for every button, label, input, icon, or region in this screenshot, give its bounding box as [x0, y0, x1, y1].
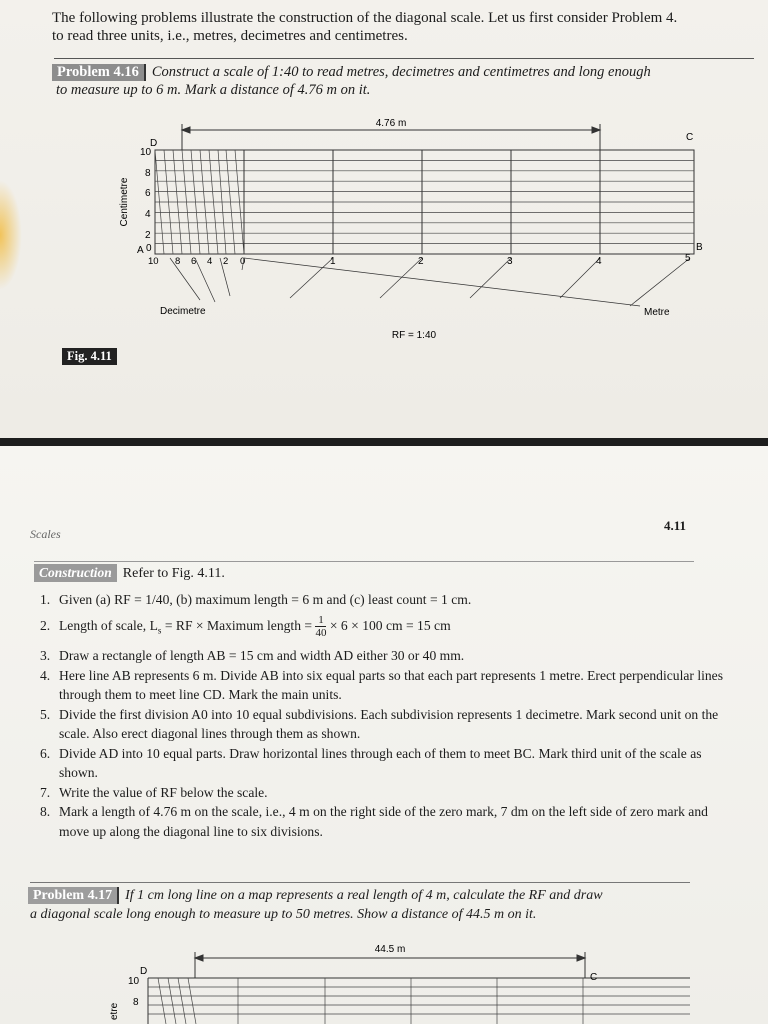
diagonal-scale-figure-2	[0, 930, 768, 1024]
fraction-1-40: $\frac{1}{40}$	[315, 613, 327, 639]
left-tick-4: 4	[145, 209, 151, 220]
problem-4-16-heading	[52, 64, 768, 81]
left-tick-6: 6	[145, 188, 151, 199]
problem-rule	[54, 58, 754, 59]
step-7: 7. Write the value of RF below the scale.	[40, 784, 268, 800]
corner-c-label: C	[686, 132, 694, 143]
corner-a-label: A	[137, 245, 144, 256]
construction-steps	[32, 590, 732, 841]
rf-label: RF = 1:40	[391, 330, 437, 341]
corner-c-label-2: C	[590, 972, 598, 983]
leader-lines	[170, 258, 690, 306]
step-3: 3. Draw a rectangle of length AB = 15 cm and width AD either 30 or 40 mm.	[40, 648, 465, 664]
decimetre-label: Decimetre	[160, 306, 206, 317]
metre-tick-2: 2	[418, 256, 424, 267]
problem-text-line-1: Construct a scale of 1:40 to read metres, decimetres and centimetres and long enough	[151, 64, 651, 80]
tick-8-2: 8	[133, 997, 139, 1008]
metre-tick-4: 4	[596, 256, 602, 267]
corner-b-label: B	[696, 242, 703, 253]
dm-tick-8: 8	[175, 256, 181, 267]
arrowhead-left	[182, 127, 190, 133]
problem-4-17-line-1: If 1 cm long line on a map represents a real length of 4 m, calculate the RF and draw	[125, 888, 603, 903]
dm-tick-2: 2	[223, 256, 229, 267]
problem-4-17-rule	[30, 882, 690, 883]
arrowhead-right	[592, 127, 600, 133]
corner-d-label: D	[150, 138, 158, 149]
dm-tick-10: 10	[148, 256, 159, 267]
top-page	[0, 0, 768, 438]
metre-label: Metre	[644, 307, 670, 318]
step-5: 5. Divide the first division A0 into 10 equal subdivisions. Each subdivision represents 1 decimetre. Mark second unit on the scale. Also erect diagonal lines through them as shown.	[40, 706, 719, 742]
axis-label-fragment-2: etre	[109, 1002, 120, 1020]
left-tick-8: 8	[145, 168, 151, 179]
metre-tick-5: 5	[685, 253, 691, 264]
dimension-label: 4.76 m	[375, 118, 407, 129]
problem-4-17-tag: Problem 4.17	[28, 887, 119, 904]
tick-10-2: 10	[128, 976, 140, 987]
dm-tick-4: 4	[207, 256, 213, 267]
metre-tick-3: 3	[507, 256, 513, 267]
problem-4-17-heading	[28, 887, 748, 904]
problem-tag: Problem 4.16	[52, 64, 146, 81]
dm-tick-0: 0	[240, 256, 246, 267]
dm-tick-6: 6	[191, 256, 197, 267]
page-number: 4.11	[664, 518, 687, 533]
corner-d-label-2: D	[140, 966, 148, 977]
metre-tick-1: 1	[330, 256, 336, 267]
problem-text-line-2: to measure up to 6 m. Mark a distance of 4.76 m on it.	[56, 82, 371, 98]
fig-tag: Fig. 4.11	[62, 348, 117, 365]
construction-heading	[34, 564, 225, 582]
intro-line-2: to read three units, i.e., metres, decimetres and centimetres.	[52, 28, 408, 44]
step-6: 6. Divide AD into 10 equal parts. Draw horizontal lines through each of them to meet BC. Mark third unit of the scale as shown.	[40, 745, 702, 781]
problem-4-17-line-2: a diagonal scale long enough to measure up to 50 metres. Show a distance of 44.5 m on it.	[30, 907, 537, 922]
construction-ref: Refer to Fig. 4.11.	[122, 566, 225, 581]
intro-line-1: The following problems illustrate the construction of the diagonal scale. Let us first consider Problem 4.	[52, 10, 678, 26]
step-2: 2. Length of scale, $L_s$ = RF × Maximum length = $\frac{1}{40}$ × 6 × 100 cm = 15 cm	[40, 613, 451, 639]
left-tick-0: 0	[146, 243, 152, 254]
step-1: 1. Given (a) RF = 1/40, (b) maximum length = 6 m and (c) least count = 1 cm.	[40, 592, 472, 607]
left-tick-2: 2	[145, 230, 151, 241]
horizontal-lines	[155, 160, 694, 243]
step-8: 8. Mark a length of 4.76 m on the scale, i.e., 4 m on the right side of the zero mark, 7 dm on the left side of zero mark and move up along the diagonal line to six divisions.	[40, 804, 708, 839]
dimension-label-2: 44.5 m	[374, 944, 406, 955]
running-head: Scales	[30, 527, 61, 541]
construction-tag: Construction	[34, 564, 117, 582]
diagonal-scale-figure	[0, 110, 768, 350]
centimetre-axis-label: Centimetre	[119, 177, 130, 227]
left-tick-10: 10	[140, 147, 152, 158]
step-4: 4. Here line AB represents 6 m. Divide AB into six equal parts so that each part represents 1 metre. Erect perpendicular lines through them to meet line CD. Mark the main units.	[40, 667, 723, 703]
construction-rule	[34, 561, 694, 562]
